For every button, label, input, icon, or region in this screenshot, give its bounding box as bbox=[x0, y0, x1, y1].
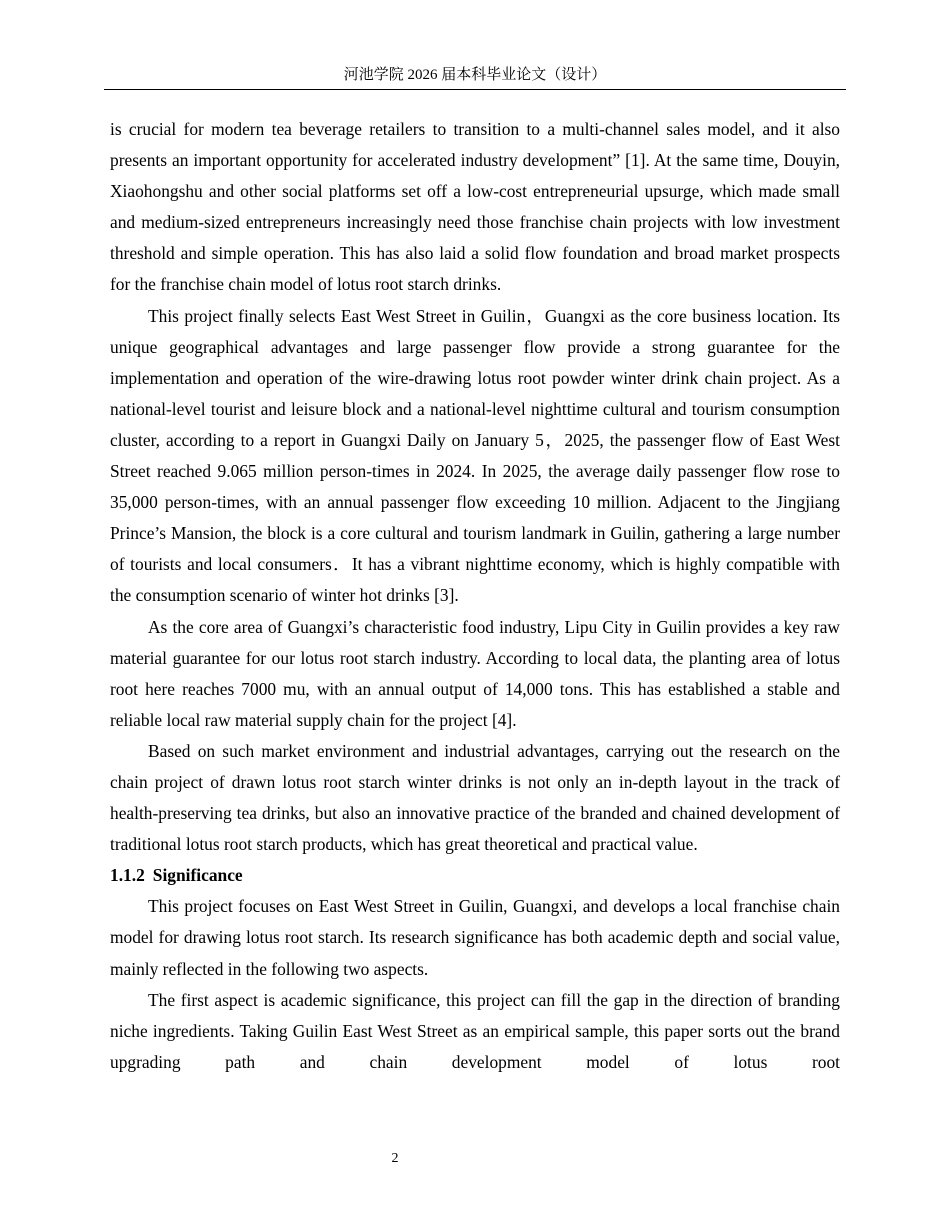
page-number bbox=[0, 1149, 790, 1169]
paragraph-raw-material: As the core area of Guangxi’s characteristic food industry, Lipu City in Guilin provides a key raw material guarantee for our lotus root starch industry. According to local data, the planting area of lotus root here reaches 7000 mu, with an annual output of 14,000 tons. This has established a stable and reliable local raw material supply chain for the project [4]. bbox=[110, 616, 840, 730]
header-title: 河池学院 2026 届本科毕业论文（设计） bbox=[343, 67, 607, 83]
paragraph-continuation: is crucial for modern tea beverage retailers to transition to a multi-channel sales model, and it also presents an important opportunity for accelerated industry development” [1]. At the same time, Douyin, Xiaohongshu and other social platforms set off a low-cost entrepreneurial upsurge, which made small and medium-sized entrepreneurs increasingly need those franchise chain projects with low investment threshold and simple operation. This has also laid a solid flow foundation and broad market prospects for the franchise chain model of lotus root starch drinks. bbox=[110, 119, 840, 295]
body-text bbox=[110, 114, 840, 1078]
section-number: 1.1.2 bbox=[110, 865, 145, 886]
page-number-text: 2 bbox=[391, 1151, 399, 1166]
page-header bbox=[104, 63, 846, 90]
paragraph-location: This project finally selects East West Street in Guilin，Guangxi as the core business location. Its unique geographical advantages and large passenger flow provide a strong guarantee for the implementation and operation of the wire-drawing lotus root powder winter drink chain project. As a national-level tourist and leisure block and a national-level nighttime cultural and tourism consumption cluster, according to a report in Guangxi Daily on January 5，2025, the passenger flow of East West Street reached 9.065 million person-times in 2024. In 2025, the average daily passenger flow rose to 35,000 person-times, with an annual passenger flow exceeding 10 million. Adjacent to the Jingjiang Prince’s Mansion, the block is a core cultural and tourism landmark in Guilin, gathering a large number of tourists and local consumers．It has a vibrant nighttime economy, which is highly compatible with the consumption scenario of winter hot drinks [3]. bbox=[110, 305, 840, 606]
section-title: Significance bbox=[152, 865, 243, 886]
section-heading bbox=[110, 860, 840, 891]
paragraph-value: Based on such market environment and industrial advantages, carrying out the research on the chain project of drawn lotus root starch winter drinks is not only an in-depth layout in the track of health-preserving tea drinks, but also an innovative practice of the branded and chained development of traditional lotus root starch products, which has great theoretical and practical value. bbox=[110, 740, 840, 855]
paragraph-significance-intro: This project focuses on East West Street in Guilin, Guangxi, and develops a local franchise chain model for drawing lotus root starch. Its research significance has both academic depth and social value, mainly reflected in the following two aspects. bbox=[110, 896, 840, 979]
paragraph-academic-significance: The first aspect is academic significance, this project can fill the gap in the direction of branding niche ingredients. Taking Guilin East West Street as an empirical sample, this paper sorts out the brand upgrading path and chain development model of lotus root bbox=[110, 989, 840, 1072]
